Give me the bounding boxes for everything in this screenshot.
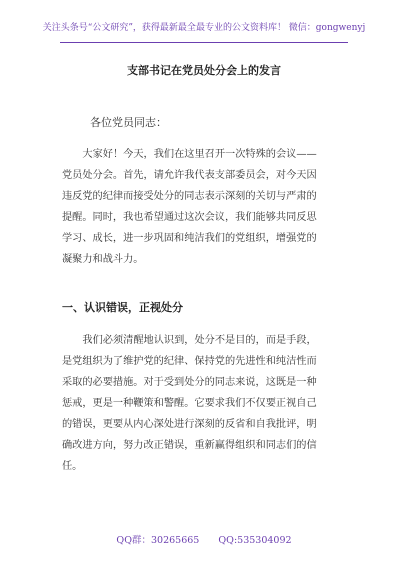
paragraph-line: 凝聚力和战斗力。 [62,254,144,265]
paragraph-line: 惩戒，更是一种鞭策和警醒。它要求我们不仅要正视自己 [62,398,317,409]
qq-number: QQ:535304092 [218,535,292,546]
paragraph-line: 党员处分会。首先，请允许我代表支部委员会，对今天因 [62,170,317,181]
paragraph-line: 学习、成长，进一步巩固和纯洁我们的党组织，增强党的 [62,233,317,244]
qq-group-number: QQ群：30265665 [116,535,200,546]
document-title: 支部书记在党员处分会上的发言 [127,64,281,77]
paragraph-line: 采取的必要措施。对于受到处分的同志来说，这既是一种 [62,377,317,388]
header-banner: 关注头条号“公文研究”，获得最新最全最专业的公文资料库！ 微信：gongwenyj [42,23,366,33]
paragraph-opening [62,144,362,270]
paragraph-line: 大家好！今天，我们在这里召开一次特殊的会议—— [82,149,317,160]
section-heading: 一、认识错误，正视处分 [62,301,183,314]
paragraph-line: 的错误，更要从内心深处进行深刻的反省和自我批评，明 [62,419,317,430]
paragraph-line: 提醒。同时，我也希望通过这次会议，我们能够共同反思 [62,212,317,223]
paragraph-line: 违反党的纪律而接受处分的同志表示深刻的关切与严肃的 [62,191,317,202]
paragraph-line: 是党组织为了维护党的纪律、保持党的先进性和纯洁性而 [62,356,317,367]
header-divider [60,42,348,43]
footer-contact [0,532,408,546]
paragraph-line: 任。 [62,461,83,472]
paragraph-section-1 [62,330,362,477]
paragraph-line: 确改进方向，努力改正错误，重新赢得组织和同志们的信 [62,440,317,451]
paragraph-line: 我们必须清醒地认识到，处分不是目的，而是手段， [82,335,317,346]
salutation: 各位党员同志： [90,116,167,129]
